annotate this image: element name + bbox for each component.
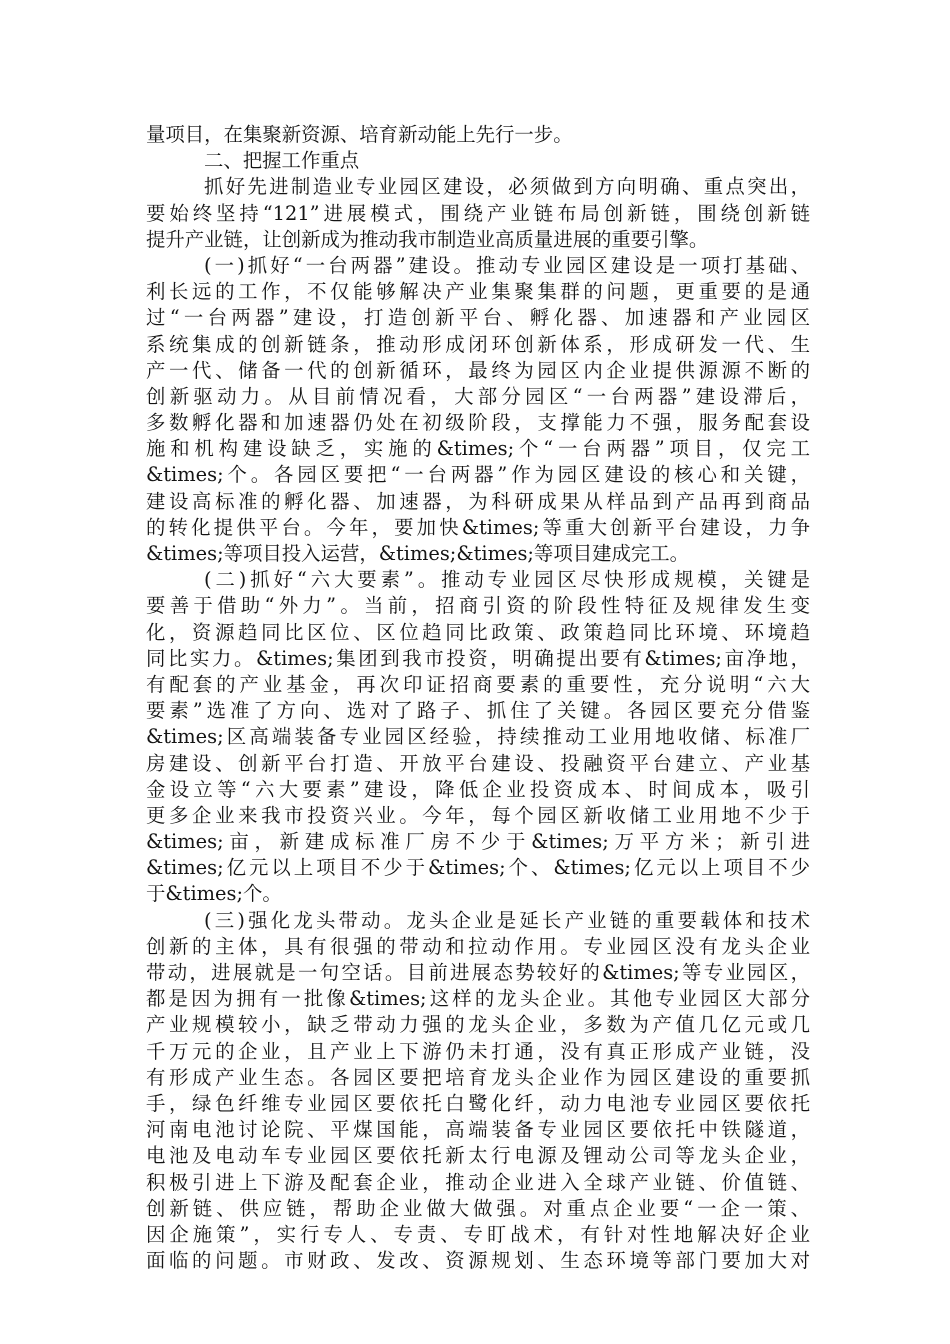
text-line: 系统集成的创新链条，推动形成闭环创新体系，形成研发一代、生 [146,332,810,356]
text-line: 面临的问题。市财政、发改、资源规划、生态环境等部门要加大对 [146,1249,810,1273]
text-line: 的转化提供平台。今年，要加快&times;等重大创新平台建设，力争 [146,515,810,539]
body-text [146,122,810,1274]
text-line: 金设立等“六大要素”建设，降低企业投资成本、时间成本，吸引 [146,777,810,801]
subsection-heading-line: (三)强化龙头带动。龙头企业是延长产业链的重要载体和技术 [204,908,810,932]
text-line: 有配套的产业基金，再次印证招商要素的重要性，充分说明“六大 [146,672,810,696]
text-line: 多数孵化器和加速器仍处在初级阶段，支撑能力不强，服务配套设 [146,411,810,435]
text-line: 建设高标准的孵化器、加速器，为科研成果从样品到产品再到商品 [146,489,810,513]
text-line: 手，绿色纤维专业园区要依托白鹭化纤，动力电池专业园区要依托 [146,1091,810,1115]
text-line: 千万元的企业，且产业上下游仍未打通，没有真正形成产业链，没 [146,1039,810,1063]
text-line: 产一代、储备一代的创新循环，最终为园区内企业提供源源不断的 [146,358,810,382]
text-line: 电池及电动车专业园区要依托新太行电源及锂动公司等龙头企业， [146,1144,810,1168]
text-line: 过“一台两器”建设，打造创新平台、孵化器、加速器和产业园区 [146,306,810,330]
text-line: 创新的主体，具有很强的带动和拉动作用。专业园区没有龙头企业 [146,934,810,958]
text-line: 积极引进上下游及配套企业，推动企业进入全球产业链、价值链、 [146,1170,810,1194]
text-line: &times;亿元以上项目不少于&times;个、&times;亿元以上项目不少 [146,856,810,880]
text-line: 同比实力。&times;集团到我市投资，明确提出要有&times;亩净地， [146,646,810,670]
subsection-heading-line: (二)抓好“六大要素”。推动专业园区尽快形成规模，关键是 [204,568,810,592]
text-line: &times;区高端装备专业园区经验，持续推动工业用地收储、标准厂 [146,725,810,749]
text-line: 房建设、创新平台打造、开放平台建设、投融资平台建立、产业基 [146,751,810,775]
text-line: 要始终坚持“121”进展模式，围绕产业链布局创新链，围绕创新链 [146,201,810,225]
text-line: 施和机构建设缺乏，实施的&times;个“一台两器”项目，仅完工 [146,437,810,461]
text-line: 带动，进展就是一句空话。目前进展态势较好的&times;等专业园区， [146,961,810,984]
text-line: 化，资源趋同比区位、区位趋同比政策、政策趋同比环境、环境趋 [146,620,810,644]
text-line: 因企施策”，实行专人、专责、专盯战术，有针对性地解决好企业 [146,1222,810,1246]
text-line: 创新驱动力。从目前情况看，大部分园区“一台两器”建设滞后， [146,384,810,408]
text-line: 提升产业链，让创新成为推动我市制造业高质量进展的重要引擎。 [146,227,709,251]
text-line: 利长远的工作，不仅能够解决产业集聚集群的问题，更重要的是通 [146,280,810,304]
text-line: &times;等项目投入运营，&times;&times;等项目建成完工。 [146,542,690,565]
text-line: &times;个。各园区要把“一台两器”作为园区建设的核心和关键， [146,463,810,487]
text-line: 要素”选准了方向、选对了路子、抓住了关键。各园区要充分借鉴 [146,699,810,723]
text-line: 量项目，在集聚新资源、培育新动能上先行一步。 [146,123,573,146]
text-line: 产业规模较小，缺乏带动力强的龙头企业，多数为产值几亿元或几 [146,1013,810,1037]
text-line: 河南电池讨论院、平煤国能，高端装备专业园区要依托中铁隧道， [146,1118,810,1142]
subsection-heading-line: (一)抓好“一台两器”建设。推动专业园区建设是一项打基础、 [204,253,810,277]
text-line: 都是因为拥有一批像&times;这样的龙头企业。其他专业园区大部分 [146,987,810,1011]
text-line: 抓好先进制造业专业园区建设，必须做到方向明确、重点突出， [204,175,810,199]
text-line: &times;亩，新建成标准厂房不少于&times;万平方米；新引进 [146,830,810,854]
text-line: 于&times;个。 [146,882,282,906]
text-line: 要善于借助“外力”。当前，招商引资的阶段性特征及规律发生变 [146,594,810,618]
text-line: 有形成产业生态。各园区要把培育龙头企业作为园区建设的重要抓 [146,1065,810,1089]
section-heading: 二、把握工作重点 [204,149,360,173]
text-line: 更多企业来我市投资兴业。今年，每个园区新收储工业用地不少于 [146,803,810,827]
text-line: 创新链、供应链，帮助企业做大做强。对重点企业要“一企一策、 [146,1196,810,1220]
